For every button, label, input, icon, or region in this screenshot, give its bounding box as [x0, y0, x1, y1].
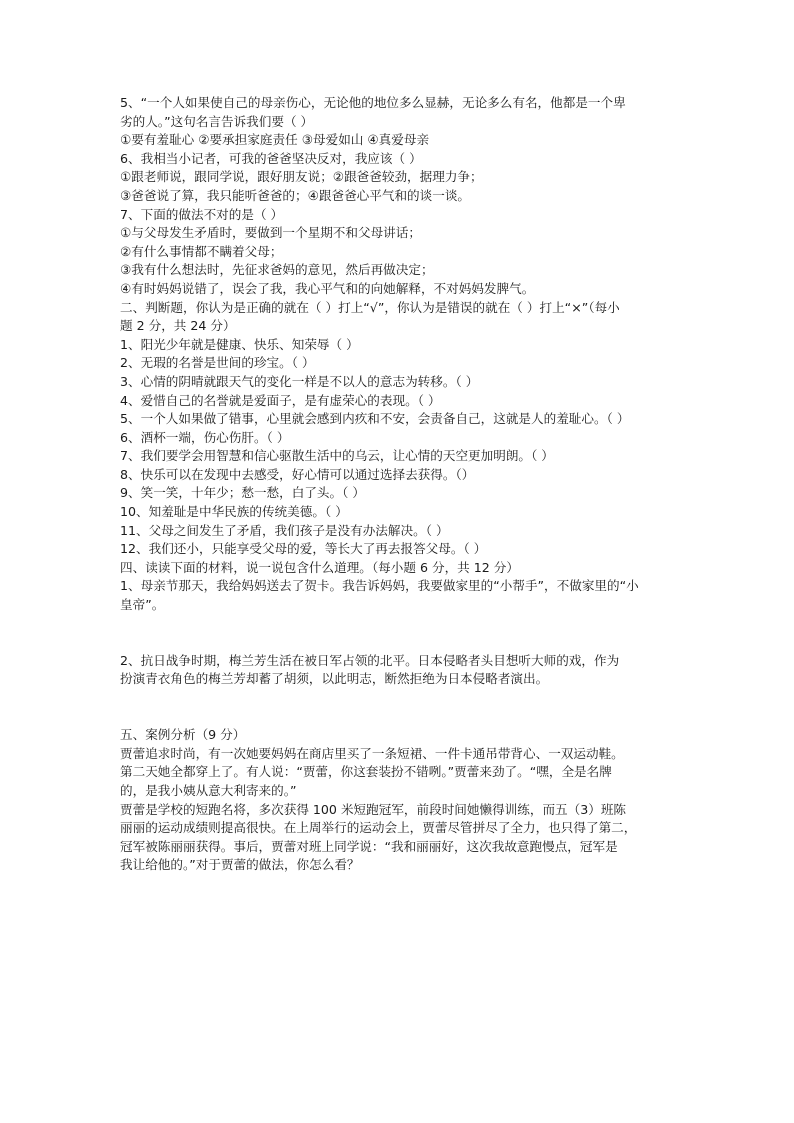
judgement-item: 1、阳光少年就是健康、快乐、知荣辱（ ）	[120, 336, 359, 352]
question-5-line-2: 劣的人。”这句名言告诉我们要（ ）	[120, 113, 314, 129]
section-5-heading: 五、案例分析（9 分）	[120, 727, 246, 743]
material-2-line-1: 2、抗日战争时期，梅兰芳生活在被日军占领的北平。日本侵略者头目想听大师的戏，作为	[120, 652, 620, 668]
judgement-item: 6、酒杯一端，伤心伤肝。（ ）	[120, 429, 290, 445]
material-2-line-2: 扮演青衣角色的梅兰芳却蓄了胡须，以此明志，断然拒绝为日本侵略者演出。	[120, 671, 549, 687]
case-paragraph-1-line-2: 第二天她全都穿上了。有人说：“贾蕾，你这套装扮不错咧。”贾蕾来劲了。“嘿，全是名牌	[120, 764, 612, 780]
case-paragraph-2-line-4: 我让给他的。”对于贾蕾的做法，你怎么看？	[120, 857, 360, 873]
case-paragraph-2-line-1: 贾蕾是学校的短跑名将，多次获得 100 米短跑冠军，前段时间她懒得训练，而五（3）班陈	[120, 801, 627, 817]
judgement-item: 2、无瑕的名誉是世间的珍宝。（ ）	[120, 355, 315, 371]
case-paragraph-1-line-1: 贾蕾追求时尚，有一次她要妈妈在商店里买了一条短裙、一件卡通吊带背心、一双运动鞋。	[120, 745, 624, 761]
judgement-item: 5、一个人如果做了错事，心里就会感到内疚和不安，会责备自己，这就是人的羞耻心。（ ）	[120, 411, 630, 427]
judgement-item: 3、心情的阴晴就跟天气的变化一样是不以人的意志为转移。（ ）	[120, 373, 479, 389]
section-2-heading-line-1: 二、判断题，你认为是正确的就在（ ）打上“√”，你认为是错误的就在（ ）打上“×”（每小	[120, 299, 620, 315]
question-7-option-2: ②有什么事情都不瞒着父母；	[120, 243, 283, 259]
question-6-options-1: ①跟老师说，跟同学说，跟好朋友说；②跟爸爸较劲，据理力争；	[120, 169, 483, 185]
question-7: 7、下面的做法不对的是（ ）	[120, 206, 284, 222]
question-5-options: ①要有羞耻心 ②要承担家庭责任 ③母爱如山 ④真爱母亲	[120, 132, 430, 148]
question-5-line-1: 5、“一个人如果使自己的母亲伤心，无论他的地位多么显赫，无论多么有名，他都是一个卑	[120, 95, 626, 110]
judgement-item: 11、父母之间发生了矛盾，我们孩子是没有办法解决。（ ）	[120, 522, 449, 538]
question-6-options-2: ③爸爸说了算，我只能听爸爸的；④跟爸爸心平气和的谈一谈。	[120, 187, 471, 203]
judgement-item: 9、笑一笑，十年少；愁一愁，白了头。（ ）	[120, 485, 365, 501]
section-4-heading: 四、读读下面的材料，说一说包含什么道理。（每小题 6 分，共 12 分）	[120, 559, 519, 575]
material-1-line-2: 皇帝”。	[120, 597, 165, 613]
material-1-line-1: 1、母亲节那天，我给妈妈送去了贺卡。我告诉妈妈，我要做家里的“小帮手”，不做家里的“小	[120, 578, 639, 594]
answer-space	[120, 689, 680, 726]
question-6: 6、我相当小记者，可我的爸爸坚决反对，我应该（ ）	[120, 150, 422, 166]
judgement-item: 4、爱惜自己的名誉就是爱面子，是有虚荣心的表现。（ ）	[120, 392, 441, 408]
case-paragraph-1-line-3: 的，是我小姨从意大利寄来的。”	[120, 782, 297, 798]
judgement-item: 10、知羞耻是中华民族的传统美德。（ ）	[120, 504, 348, 520]
section-2-heading-line-2: 题 2 分，共 24 分）	[120, 318, 236, 334]
judgement-item: 7、我们要学会用智慧和信心驱散生活中的乌云，让心情的天空更加明朗。（ ）	[120, 448, 554, 464]
document-content	[120, 94, 680, 875]
question-7-option-4: ④有时妈妈说错了，误会了我，我心平气和的向她解释，不对妈妈发脾气。	[120, 280, 535, 296]
question-7-option-1: ①与父母发生矛盾时，要做到一个星期不和父母讲话；	[120, 225, 421, 241]
case-paragraph-2-line-3: 冠军被陈丽丽获得。事后，贾蕾对班上同学说：“我和丽丽好，这次我故意跑慢点，冠军是	[120, 838, 618, 854]
answer-space	[120, 615, 680, 652]
judgement-item: 8、快乐可以在发现中去感受，好心情可以通过选择去获得。（）	[120, 466, 475, 482]
question-7-option-3: ③我有什么想法时，先征求爸妈的意见，然后再做决定；	[120, 262, 434, 278]
case-paragraph-2-line-2: 丽丽的运动成绩则提高很快。在上周举行的运动会上，贾蕾尽管拼尽了全力，也只得了第二，	[120, 820, 637, 836]
judgement-item: 12、我们还小，只能享受父母的爱，等长大了再去报答父母。（ ）	[120, 541, 487, 557]
